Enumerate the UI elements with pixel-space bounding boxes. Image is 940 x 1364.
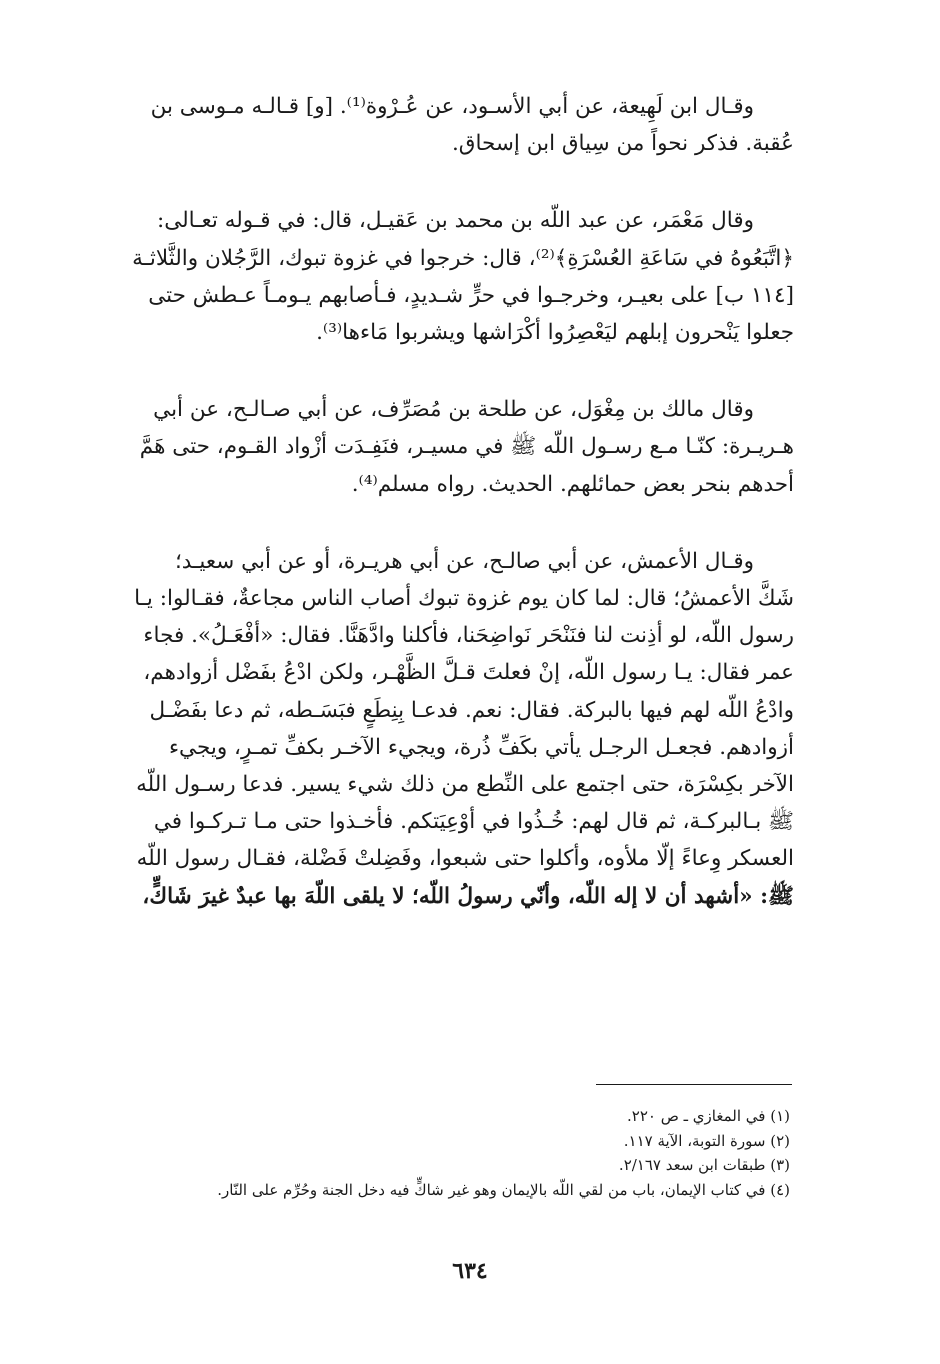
paragraph-ibn-lahia xyxy=(100,88,794,162)
page-body xyxy=(100,88,794,955)
text-line: هـريـرة: كنّـا مـع رسـول اللّه ﷺ في مسيـر، فنَفِـدَت أزْواد القـوم، حتى هَمَّ xyxy=(139,434,794,460)
paragraph-malik-ibn-mighwal xyxy=(100,391,794,503)
text-line: وقال مالك بن مِغْوَل، عن طلحة بن مُصَرِّف، عن أبي صـالـح، عن أبي xyxy=(153,397,754,423)
paragraph-mamar xyxy=(100,202,794,351)
footnote-3: (٣) طبقات ابن سعد ٢/١٦٧. xyxy=(618,1156,790,1174)
paragraph-al-amash xyxy=(100,543,794,915)
text-line: عمر فقال: يـا رسول اللّه، إنْ فعلتَ قـلَّ الظَّهْـر، ولكن ادْعُ بفَضْل أزوادهم، xyxy=(143,660,794,686)
text-line: العسكر وِعاءً إلّا ملأوه، وأكلوا حتى شبعوا، وفَضِلتْ فَضْلة، فقـال رسول اللّه xyxy=(136,846,794,872)
footnote-divider xyxy=(596,1084,792,1085)
text-line: شَكَّ الأعمشُ؛ قال: لما كان يوم غزوة تبوك أصاب الناس مجاعةٌ، فقـالوا: يـا xyxy=(134,586,794,612)
text-line: وقال مَعْمَر، عن عبد اللّه بن محمد بن عَقيـل، قال: في قـوله تعـالى: xyxy=(156,208,754,234)
footnotes xyxy=(90,1104,790,1202)
text-line: أزوادهم. فجعـل الرجـل يأتي بكَفِّ ذُرة، ويجيء الآخـر بكفِّ تمـرٍ، ويجيء xyxy=(168,734,794,760)
text-line: وادْعُ اللّه لهم فيها بالبركة. فقال: نعم. فدعـا بِنِطَعٍ فبَسَـطه، ثم دعا بفَضْـل xyxy=(149,697,794,723)
text-line: رسول اللّه، لو أذِنت لنا فنَنْحَر نَواضِحَنا، فأكلنا وادَّهَنَّا. فقال: «أفْعَـلُ». فجاء xyxy=(143,623,794,649)
text-line: جعلوا يَنْحرون إبلهم ليَعْصِرُوا أكْرَاشها ويشربوا مَاءها⁽³⁾. xyxy=(316,320,794,346)
page-number: ٦٣٤ xyxy=(452,1258,488,1284)
text-line: [١١٤ ب] على بعيـر، وخرجـوا في حرٍّ شـديدٍ، فـأصابهم يـومـاً عـطش حتى xyxy=(148,282,794,308)
text-line: وقـال الأعمش، عن أبي صالـح، عن أبي هريـرة، أو عن أبي سعيـد؛ xyxy=(174,548,754,574)
footnote-2: (٢) سورة التوبة، الآية ١١٧. xyxy=(623,1131,790,1150)
text-line: وقـال ابن لَهِيعة، عن أبي الأسـود، عن عُـرْوة⁽¹⁾. [و] قـالـه مـوسى بن xyxy=(150,94,754,119)
text-line: ﷺ بـالبركـة، ثم قال لهم: خُـذُوا في أوْعِيَتكم. فأخـذوا حتى مـا تـركـوا في xyxy=(153,809,794,835)
text-line: ﴿اتَّبَعُوهُ في سَاعَةِ العُسْرَةِ﴾⁽²⁾، قال: خرجوا في غزوة تبوك، الرَّجُلان والثَّلاثـة xyxy=(132,245,794,271)
footnote-4: (٤) في كتاب الإيمان، باب من لقي اللّه بالإيمان وهو غير شاكٍّ فيه دخل الجنة وحُرِّم على النّار. xyxy=(217,1180,790,1199)
text-line: ﷺ: «أشهد أن لا إله اللّه، وأنّي رسولُ اللّه؛ لا يلقى اللّهَ بها عبدٌ غيرَ شَاكٍّ، xyxy=(142,883,794,909)
text-line: الآخر بكِسْرَة، حتى اجتمع على النِّطع من ذلك شيء يسير. فدعا رسـول اللّه xyxy=(136,772,794,798)
text-line: أحدهم بنحر بعض حمائلهم. الحديث. رواه مسلم⁽⁴⁾. xyxy=(351,471,794,497)
text-line: عُقبة. فذكر نحواً من سِياق ابن إسحاق. xyxy=(451,131,794,157)
footnote-1: (١) في المغازي ـ ص ٢٢٠. xyxy=(627,1107,790,1125)
